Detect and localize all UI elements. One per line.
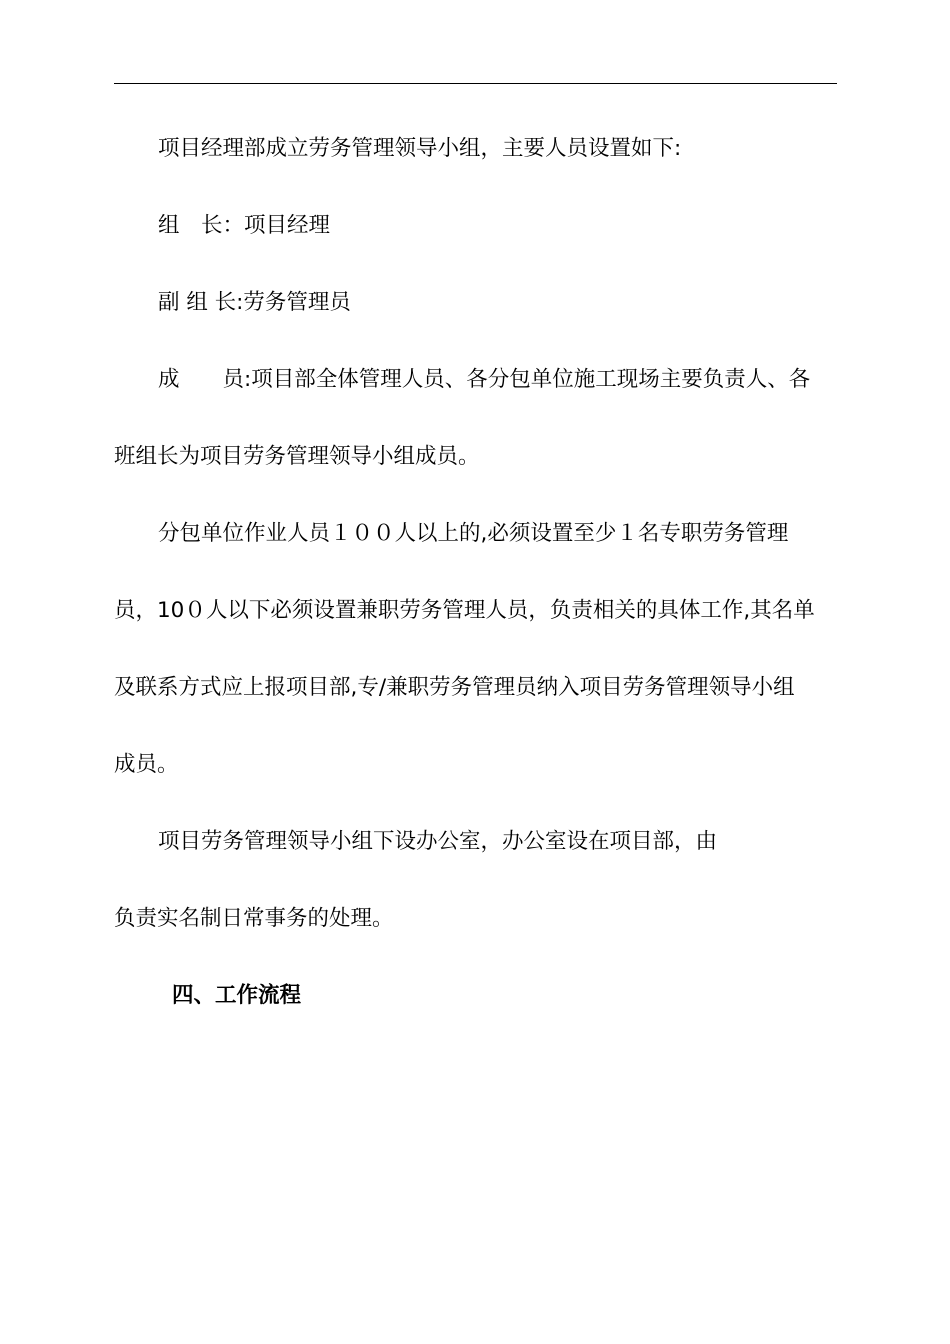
paragraph-line: 员，10０人以下必须设置兼职劳务管理人员，负责相关的具体工作,其名单 bbox=[114, 598, 815, 623]
document-body bbox=[114, 129, 840, 1053]
paragraph-line: 分包单位作业人员１００人以上的,必须设置至少１名专职劳务管理 bbox=[158, 521, 789, 546]
paragraph-line: 及联系方式应上报项目部,专/兼职劳务管理员纳入项目劳务管理领导小组 bbox=[114, 675, 795, 700]
paragraph-line: 项目经理部成立劳务管理领导小组，主要人员设置如下: bbox=[158, 136, 682, 161]
paragraph-line: 成 员:项目部全体管理人员、各分包单位施工现场主要负责人、各 bbox=[158, 367, 811, 392]
paragraph-line: 负责实名制日常事务的处理。 bbox=[114, 906, 394, 931]
paragraph-line: 副 组 长:劳务管理员 bbox=[158, 290, 351, 315]
header-rule bbox=[114, 83, 837, 84]
paragraph-line: 组 长：项目经理 bbox=[158, 213, 331, 238]
paragraph-line: 班组长为项目劳务管理领导小组成员。 bbox=[114, 444, 480, 469]
section-heading: 四、工作流程 bbox=[172, 983, 302, 1008]
paragraph-line: 成员。 bbox=[114, 752, 179, 777]
paragraph-line: 项目劳务管理领导小组下设办公室，办公室设在项目部，由 bbox=[158, 829, 718, 854]
